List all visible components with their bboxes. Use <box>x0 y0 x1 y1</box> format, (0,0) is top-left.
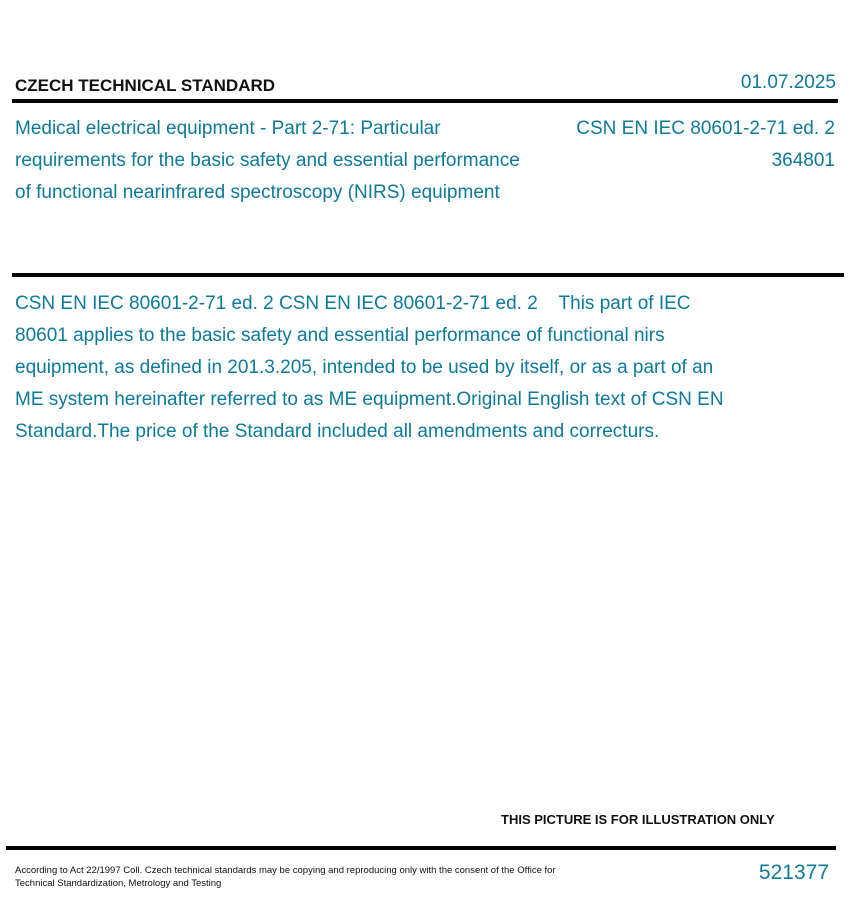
class-number: 364801 <box>771 150 835 171</box>
illustration-note: THIS PICTURE IS FOR ILLUSTRATION ONLY <box>501 812 775 827</box>
standard-identifiers <box>576 113 835 177</box>
header-divider <box>12 99 838 103</box>
standard-code: CSN EN IEC 80601-2-71 ed. 2 <box>576 118 835 139</box>
publication-date: 01.07.2025 <box>740 72 836 93</box>
document-type-label: CZECH TECHNICAL STANDARD <box>15 76 276 95</box>
standard-description: CSN EN IEC 80601-2-71 ed. 2 CSN EN IEC 80601-2-71 ed. 2 This part of IEC 80601 applies to the basic safety and essential performance of functional nirs equipment, as defined in 201.3.205, intended to be used by itself, or as a part of an ME system hereinafter referred to as ME equipment.Original English text of CSN EN Standard.The price of the Standard included all amendments and correcturs. <box>15 293 729 442</box>
standard-title: Medical electrical equipment - Part 2-71: Particular requirements for the basic safety and essential performance of functional nearinfrared spectroscopy (NIRS) equipment <box>15 118 520 203</box>
copyright-note: According to Act 22/1997 Coll. Czech technical standards may be copying and reproducing only with the consent of the Office for Technical Standardization, Metrology and Testing <box>15 865 556 889</box>
footer-divider <box>6 846 836 850</box>
title-divider <box>12 273 844 277</box>
catalog-number: 521377 <box>758 861 829 884</box>
